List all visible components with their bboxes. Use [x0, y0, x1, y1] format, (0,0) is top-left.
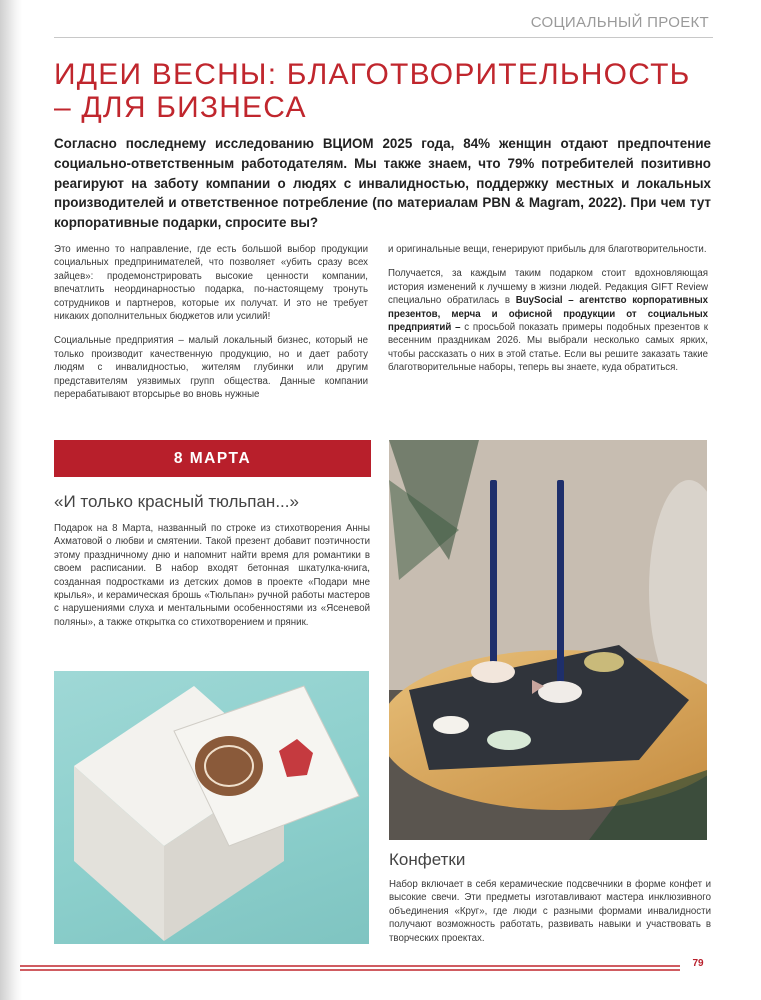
article-lead: Согласно последнему исследованию ВЦИОМ 2025 года, 84% женщин отдают предпочтение социально-ответственным работодателям. Мы также знаем, что 79% потребителей позитивно реагируют на заботу компании о людях с инвалидностью, поддержку местных и локальных производителей и ответственное потребление (по материалам PBN & Magram, 2022). При чем тут корпоративные подарки, спросите вы? — [54, 136, 711, 231]
section-label: СОЦИАЛЬНЫЙ ПРОЕКТ — [530, 14, 709, 31]
intro-text: Получается, за каждым таким подарком стоит вдохновляющая история изменений к лучшему в жизни людей. Редакция GIFT Review специально обратилась в — [388, 268, 708, 307]
intro-text: с просьбой показать примеры подобных презентов к весенним праздникам 2026. Мы выбрали несколько самых ярких, чтобы рассказать о них в этой статье. Если вы решите заказать такие благотворительные наборы, теперь вы знаете, куда обратиться. — [388, 322, 709, 374]
march-8-subtitle: «И только красный тюльпан...» — [54, 492, 299, 511]
page-gutter-shadow — [0, 0, 22, 1000]
intro-paragraph — [388, 267, 708, 374]
intro-column-right — [388, 243, 708, 386]
candy-subtitle: Конфетки — [389, 850, 466, 869]
intro-column-left — [54, 243, 368, 412]
intro-paragraph: Это именно то направление, где есть большой выбор продукции социальных предпринимателей, что позволяет «убить сразу всех зайцев»: продемонстрировать высокие ценности компании, впечатлить неординарностью подарка, по-настоящему тронуть сотрудников и партнеров, которые их получат. И это не требует никаких дополнительных бюджетов или усилий! — [54, 244, 368, 323]
book-box-photo — [54, 671, 369, 944]
footer-ornament — [20, 963, 680, 973]
article-title: ИДЕИ ВЕСНЫ: БЛАГОТВОРИТЕЛЬНОСТЬ – ДЛЯ БИЗНЕСА — [54, 58, 691, 124]
march-8-banner: 8 МАРТА — [54, 440, 371, 477]
intro-paragraph: и оригинальные вещи, генерируют прибыль для благотворительности. — [388, 244, 707, 255]
section-divider — [54, 37, 713, 38]
buysocial-highlight: BuySocial – агентство корпоративных презентов, мерча и офисной продукции от социальных предприятий – — [388, 295, 708, 334]
page-number: 79 — [692, 957, 704, 969]
march-8-description: Подарок на 8 Марта, названный по строке из стихотворения Анны Ахматовой о любви и смятении. Такой презент добавит поэтичности этому праздничному дню и напомнит найти время для романтики в своем расписании. В набор входят бетонная шкатулка-книга, созданная подростками из детских домов в проекте «Подари мне крылья», и керамическая брошь «Тюльпан» ручной работы мастеров с нарушениями слуха и ментальными особенностями из «Ясеневой поляны», а также открытка со стихотворением и пряник. — [54, 523, 370, 628]
intro-paragraph: Социальные предприятия – малый локальный бизнес, который не только производит качественную продукцию, но и дает работу людям с инвалидностью, жителям глубинки или другим представителям уязвимых групп общества. Данные компании перерабатывают вторсырье во вновь нужные — [54, 335, 368, 401]
candy-description: Набор включает в себя керамические подсвечники в форме конфет и высокие свечи. Эти предметы изготавливают мастера инклюзивного объединения «Круг», где люди с разными формами инвалидности получают возможность работать, развивать навыки и участвовать в творческих проектах. — [389, 879, 711, 944]
candle-holders-photo — [389, 440, 707, 840]
